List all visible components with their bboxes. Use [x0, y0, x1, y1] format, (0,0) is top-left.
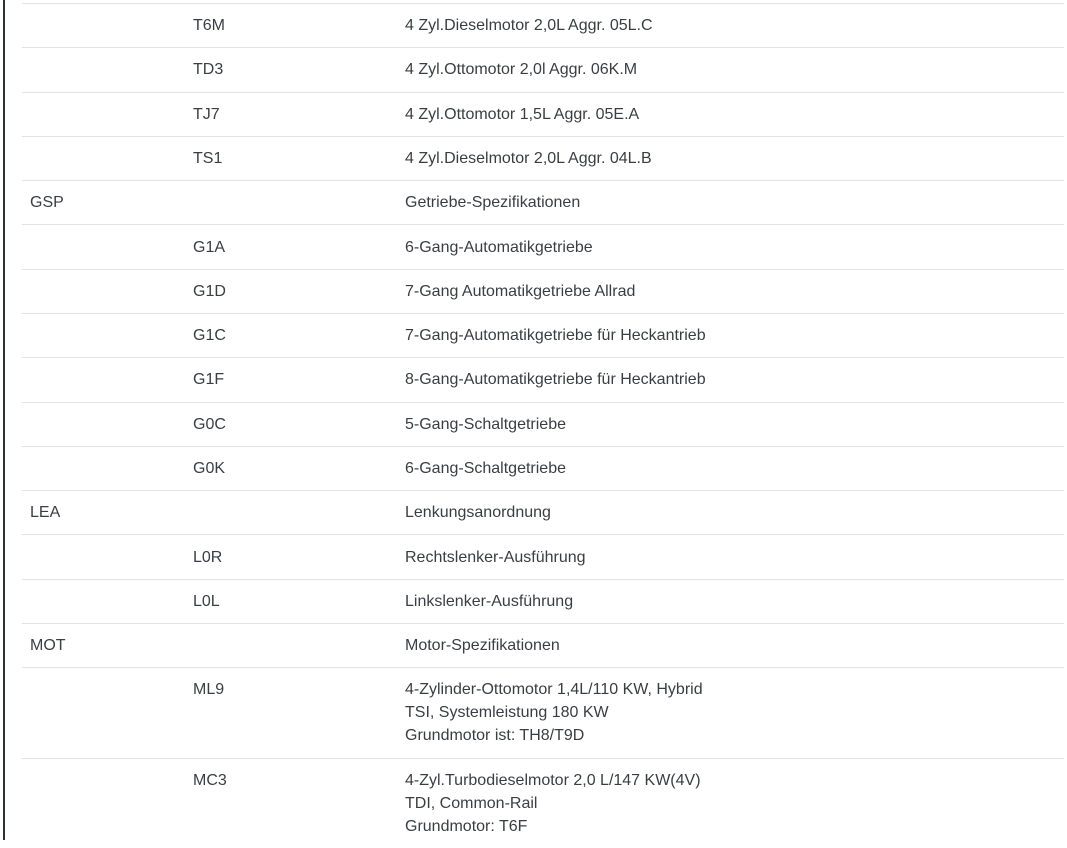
description-cell [397, 4, 1064, 48]
table-row [22, 181, 1064, 225]
group-code-cell: GSP [22, 181, 185, 225]
group-code-cell [22, 92, 185, 136]
code-cell [185, 623, 397, 667]
table-row [22, 136, 1064, 180]
code-cell: TS1 [185, 136, 397, 180]
description-cell [397, 181, 1064, 225]
code-cell: G1D [185, 269, 397, 313]
code-cell [185, 181, 397, 225]
table-row [22, 92, 1064, 136]
group-code-cell [22, 446, 185, 490]
description-cell [397, 358, 1064, 402]
description-cell [397, 668, 1064, 758]
description-cell [397, 446, 1064, 490]
description-cell [397, 92, 1064, 136]
table-row [22, 668, 1064, 758]
table-row [22, 4, 1064, 48]
description-line: 7-Gang Automatikgetriebe Allrad [405, 282, 636, 300]
group-code-cell [22, 358, 185, 402]
description-line: 4 Zyl.Dieselmotor 2,0L Aggr. 05L.C [405, 17, 653, 35]
code-cell: G1C [185, 313, 397, 357]
description-cell [397, 535, 1064, 579]
description-line: Linkslenker-Ausführung [405, 592, 574, 610]
code-cell: G0K [185, 446, 397, 490]
description-line: 4-Zylinder-Ottomotor 1,4L/110 KW, Hybrid [405, 681, 703, 699]
description-cell [397, 758, 1064, 848]
description-line: Lenkungsanordnung [405, 504, 551, 522]
description-cell [397, 269, 1064, 313]
table-row [22, 623, 1064, 667]
description-line: Grundmotor: T6F [405, 817, 528, 835]
description-cell [397, 623, 1064, 667]
window-left-border [3, 0, 5, 840]
code-cell: G1A [185, 225, 397, 269]
description-line: TSI, Systemleistung 180 KW [405, 704, 609, 722]
group-code-cell [22, 579, 185, 623]
group-code-cell [22, 225, 185, 269]
table-row [22, 446, 1064, 490]
description-line: 7-Gang-Automatikgetriebe für Heckantrieb [405, 327, 706, 345]
description-line: 4 Zyl.Ottomotor 2,0l Aggr. 06K.M [405, 61, 638, 79]
description-cell [397, 225, 1064, 269]
group-code-cell [22, 4, 185, 48]
group-code-cell: LEA [22, 491, 185, 535]
description-line: 6-Gang-Schaltgetriebe [405, 459, 566, 477]
equipment-codes-table-container [22, 3, 1064, 848]
code-cell: TJ7 [185, 92, 397, 136]
table-row [22, 48, 1064, 92]
code-cell: MC3 [185, 758, 397, 848]
group-code-cell: MOT [22, 623, 185, 667]
group-code-cell [22, 313, 185, 357]
group-code-cell [22, 402, 185, 446]
description-line: 5-Gang-Schaltgetriebe [405, 415, 566, 433]
group-code-cell [22, 136, 185, 180]
table-row [22, 269, 1064, 313]
description-line: 4-Zyl.Turbodieselmotor 2,0 L/147 KW(4V) [405, 771, 701, 789]
group-code-cell [22, 48, 185, 92]
description-cell [397, 579, 1064, 623]
description-cell [397, 313, 1064, 357]
description-line: Grundmotor ist: TH8/T9D [405, 727, 585, 745]
description-line: TDI, Common-Rail [405, 794, 538, 812]
equipment-codes-table [22, 3, 1064, 848]
code-cell [185, 491, 397, 535]
table-row [22, 358, 1064, 402]
code-cell: L0L [185, 579, 397, 623]
description-line: 4 Zyl.Ottomotor 1,5L Aggr. 05E.A [405, 105, 640, 123]
description-cell [397, 136, 1064, 180]
group-code-cell [22, 668, 185, 758]
description-line: Rechtslenker-Ausführung [405, 548, 586, 566]
table-row [22, 313, 1064, 357]
table-row [22, 535, 1064, 579]
code-cell: G0C [185, 402, 397, 446]
code-cell: G1F [185, 358, 397, 402]
description-line: 8-Gang-Automatikgetriebe für Heckantrieb [405, 371, 706, 389]
description-cell [397, 491, 1064, 535]
description-cell [397, 402, 1064, 446]
description-line: Getriebe-Spezifikationen [405, 194, 581, 212]
description-cell [397, 48, 1064, 92]
code-cell: L0R [185, 535, 397, 579]
table-row [22, 402, 1064, 446]
group-code-cell [22, 758, 185, 848]
description-line: 4 Zyl.Dieselmotor 2,0L Aggr. 04L.B [405, 149, 652, 167]
table-row [22, 491, 1064, 535]
code-cell: TD3 [185, 48, 397, 92]
code-cell: T6M [185, 4, 397, 48]
table-row [22, 225, 1064, 269]
equipment-codes-table-body [22, 4, 1064, 848]
description-line: Motor-Spezifikationen [405, 637, 560, 655]
group-code-cell [22, 269, 185, 313]
table-row [22, 758, 1064, 848]
description-line: 6-Gang-Automatikgetriebe [405, 238, 593, 256]
table-row [22, 579, 1064, 623]
group-code-cell [22, 535, 185, 579]
code-cell: ML9 [185, 668, 397, 758]
